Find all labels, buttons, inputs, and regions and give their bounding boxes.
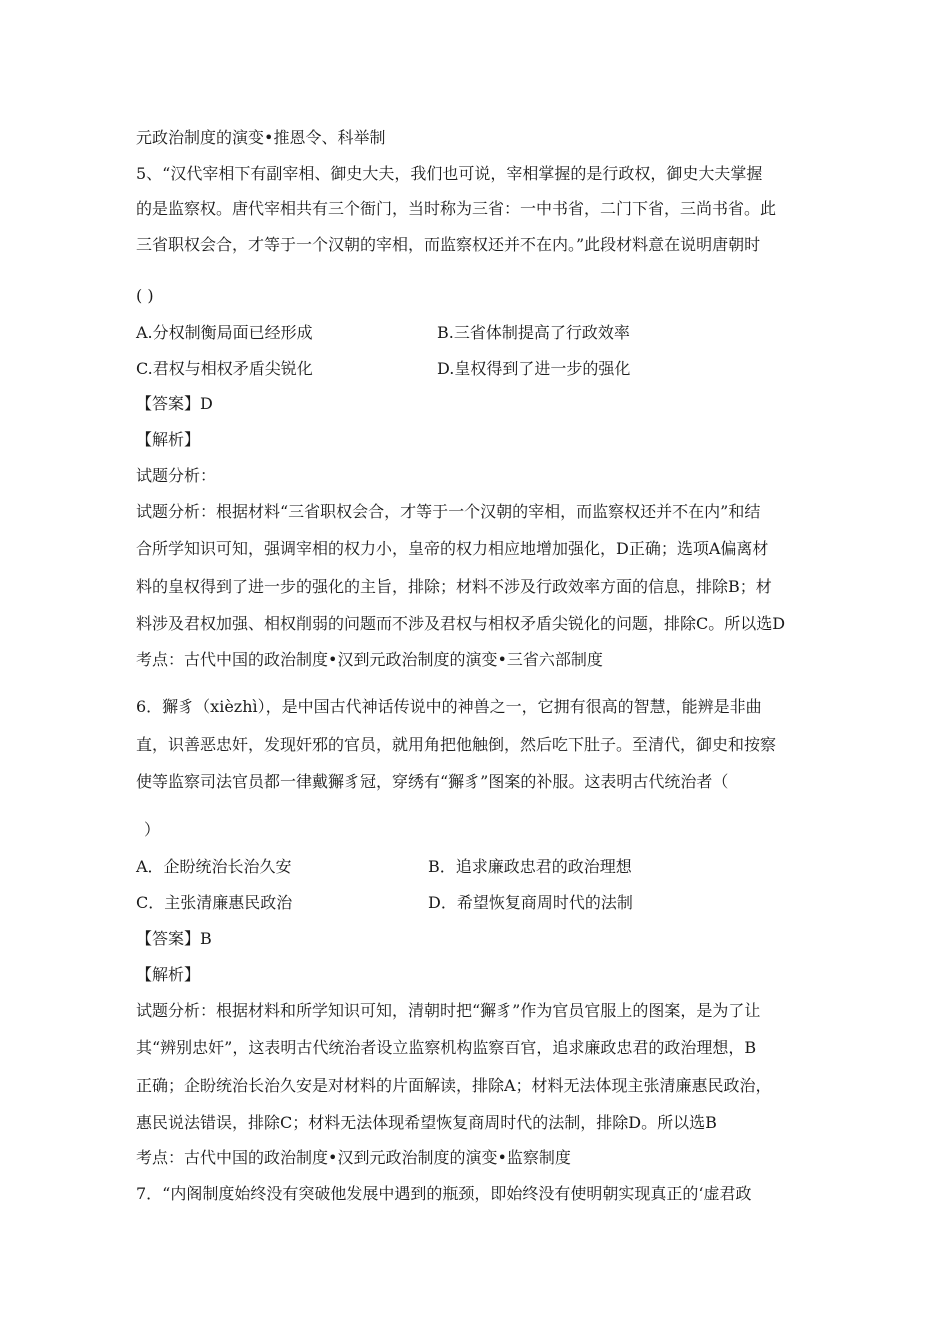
q5-option-c: C.君权与相权矛盾尖锐化 [136,359,313,378]
q6-analysis-line-2: 其“辨别忠奸”，这表明古代统治者设立监察机构监察百官，追求廉政忠君的政治理想，B [136,1038,757,1057]
q5-option-b: B.三省体制提高了行政效率 [437,323,630,342]
q6-option-d: D．希望恢复商周时代的法制 [428,893,633,912]
q5-analysis-line-3: 料的皇权得到了进一步的强化的主旨，排除；材料不涉及行政效率方面的信息，排除B；材 [136,577,772,596]
q6-line-4: ） [144,820,161,839]
top-line: 元政治制度的演变•推恩令、科举制 [136,128,386,147]
q6-option-b: B．追求廉政忠君的政治理想 [428,857,632,876]
q5-option-d: D.皇权得到了进一步的强化 [437,359,631,378]
q5-analysis-label: 试题分析： [136,466,217,485]
q7-line-1: 7．“内阁制度始终没有突破他发展中遇到的瓶颈，即始终没有使明朝实现真正的‘虚君政 [136,1184,752,1203]
q6-line-3: 使等监察司法官员都一律戴獬豸冠，穿绣有“獬豸”图案的补服。这表明古代统治者（ [136,772,729,791]
q5-kaodian: 考点：古代中国的政治制度•汉到元政治制度的演变•三省六部制度 [136,650,603,669]
q5-line-2: 的是监察权。唐代宰相共有三个衙门，当时称为三省：一中书省，二门下省，三尚书省。此 [136,199,777,218]
q5-line-3: 三省职权会合，才等于一个汉朝的宰相，而监察权还并不在内。”此段材料意在说明唐朝时 [136,235,761,254]
q6-line-2: 直，识善恶忠奸，发现奸邪的官员，就用角把他触倒，然后吃下肚子。至清代，御史和按察 [136,735,777,754]
q6-analysis-line-3: 正确；企盼统治长治久安是对材料的片面解读，排除A；材料无法体现主张清廉惠民政治， [136,1076,772,1095]
q5-analysis-heading: 【解析】 [136,430,201,449]
q5-analysis-line-1: 试题分析：根据材料“三省职权会合，才等于一个汉朝的宰相，而监察权还并不在内”和结 [136,502,761,521]
q5-line-4: ( ) [136,286,154,305]
q6-option-c: C．主张清廉惠民政治 [136,893,293,912]
q6-analysis-heading: 【解析】 [136,965,201,984]
q6-option-a: A．企盼统治长治久安 [136,857,292,876]
q5-analysis-line-2: 合所学知识可知，强调宰相的权力小，皇帝的权力相应地增加强化，D正确；选项A偏离材 [136,539,769,558]
q5-option-a: A.分权制衡局面已经形成 [136,323,313,342]
q6-line-1: 6．獬豸（xièzhì），是中国古代神话传说中的神兽之一，它拥有很高的智慧，能辨是非曲 [136,697,762,716]
q6-kaodian: 考点：古代中国的政治制度•汉到元政治制度的演变•监察制度 [136,1148,571,1167]
q6-analysis-line-4: 惠民说法错误，排除C；材料无法体现希望恢复商周时代的法制，排除D。所以选B [136,1113,717,1132]
q5-analysis-line-4: 料涉及君权加强、相权削弱的问题而不涉及君权与相权矛盾尖锐化的问题，排除C。所以选D [136,614,786,633]
q6-answer: 【答案】B [136,929,212,948]
q5-line-1: 5、“汉代宰相下有副宰相、御史大夫，我们也可说，宰相掌握的是行政权，御史大夫掌握 [136,164,763,183]
q6-analysis-line-1: 试题分析：根据材料和所学知识可知，清朝时把“獬豸”作为官员官服上的图案，是为了让 [136,1001,761,1020]
q5-answer: 【答案】D [136,394,213,413]
